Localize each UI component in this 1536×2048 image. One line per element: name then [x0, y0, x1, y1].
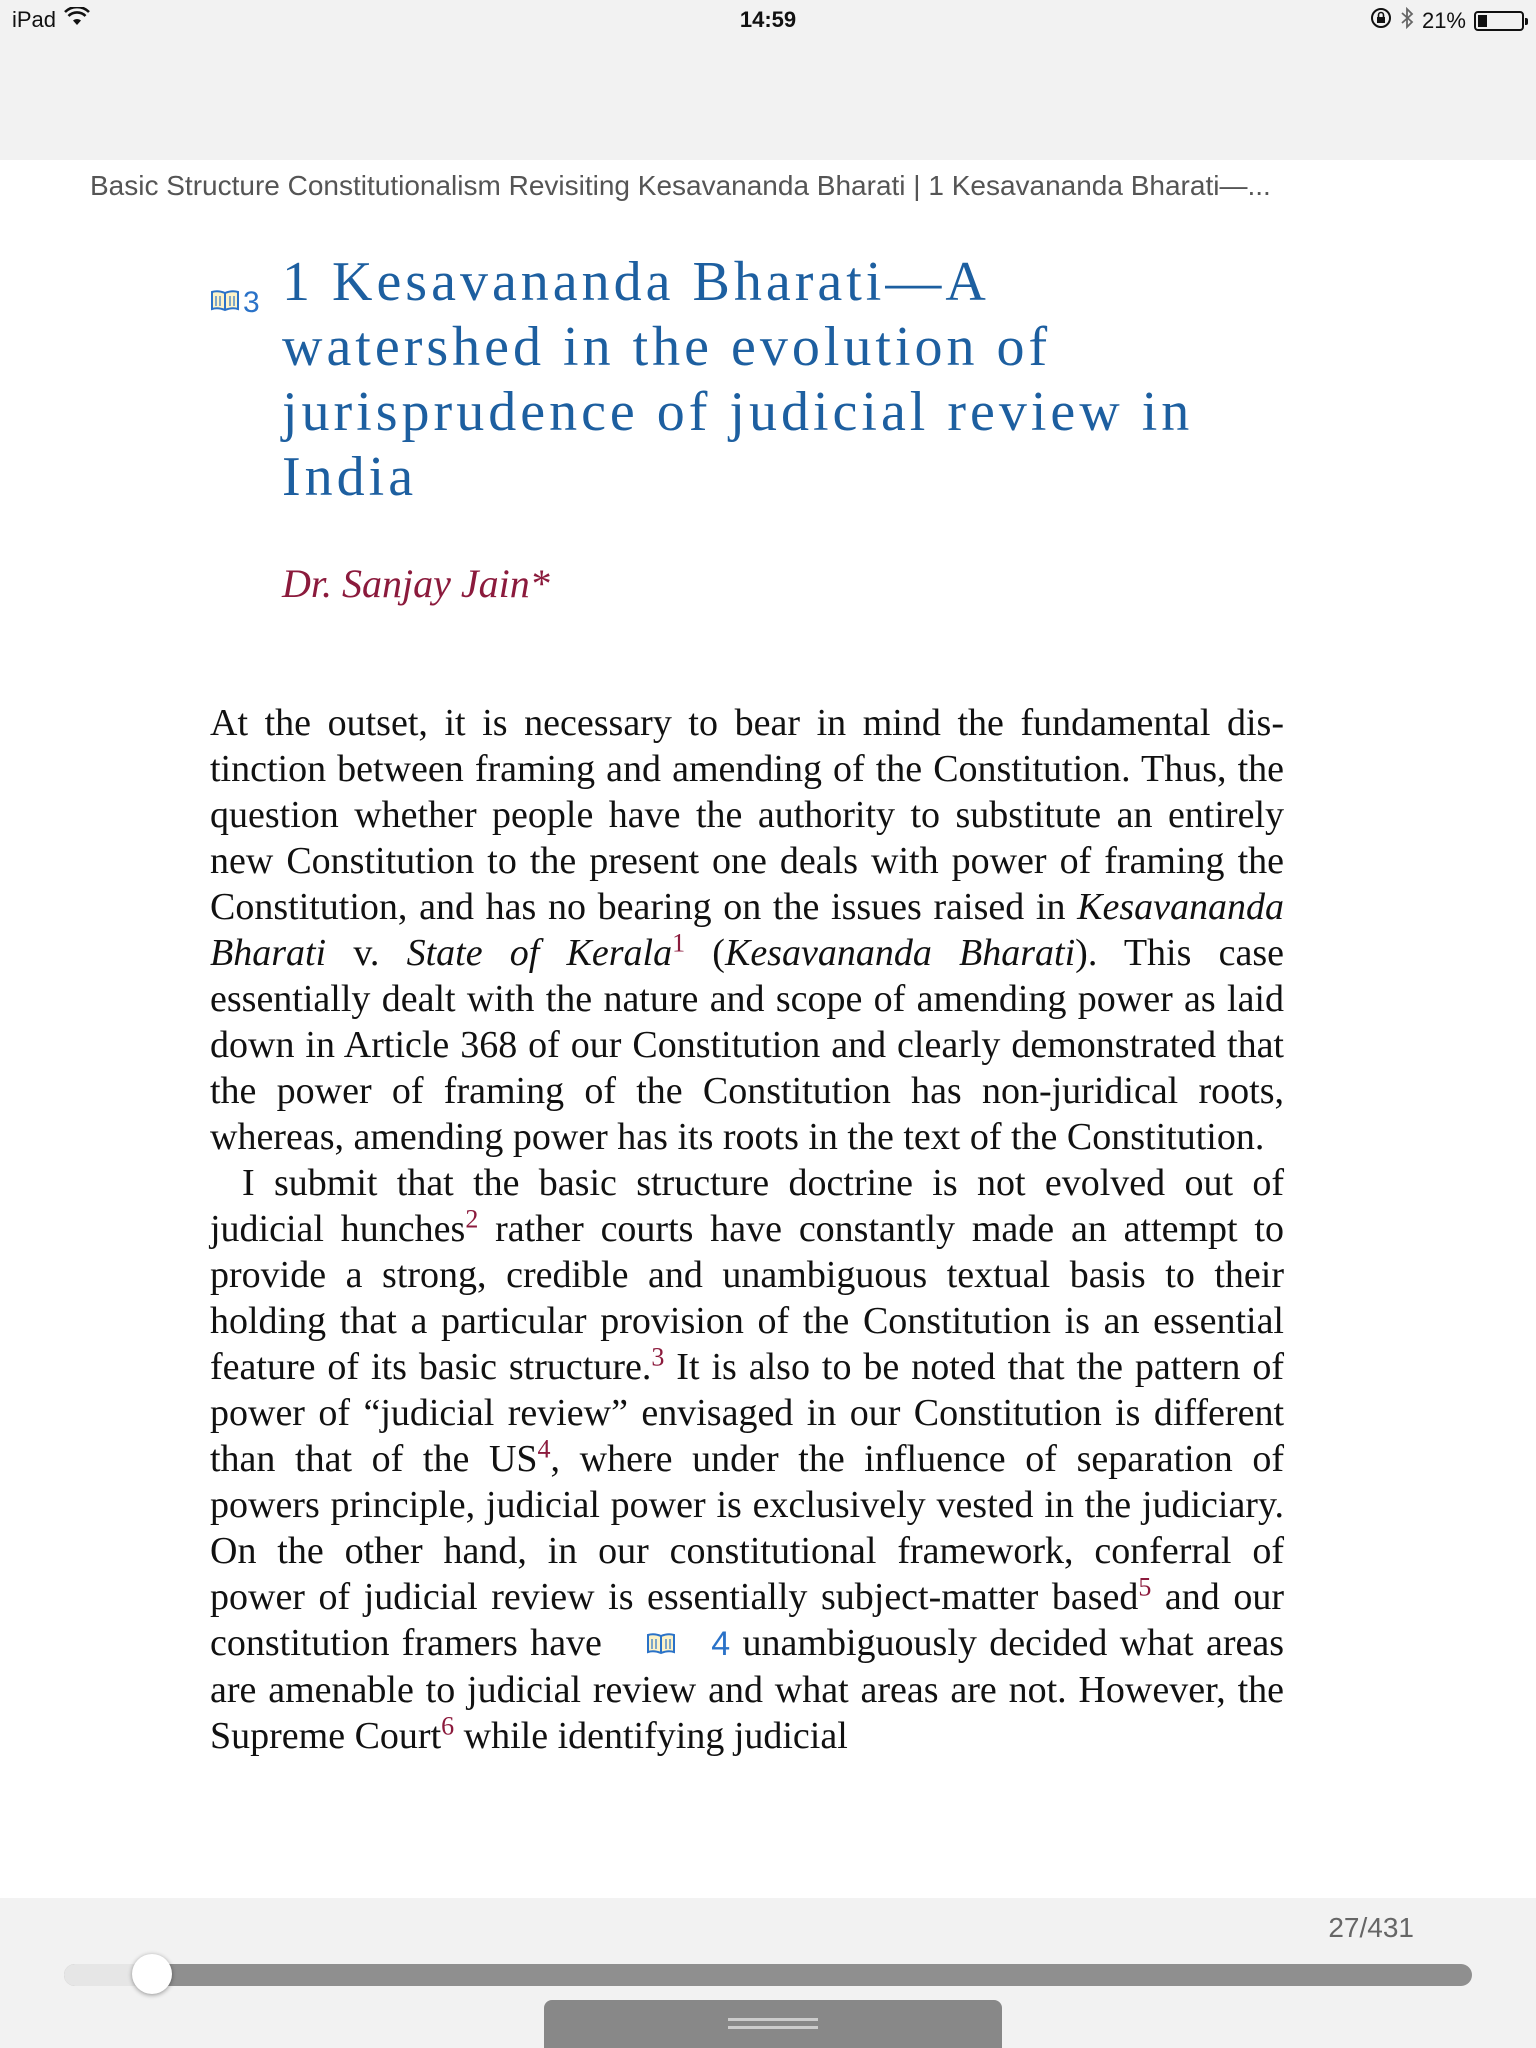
footnote-ref-2[interactable]: 2 [465, 1204, 479, 1234]
page-slider-thumb[interactable] [132, 1954, 172, 1994]
device-name: iPad [12, 7, 57, 32]
grip-line [728, 2018, 818, 2021]
print-page-marker[interactable] [210, 270, 260, 335]
case-name: State of Kerala [406, 932, 673, 974]
text-run: ( [685, 932, 725, 974]
chapter-title: 1 Kesavananda Bharati—A watershed in the evolution of jurisprudence of judicial review in India [282, 251, 1194, 508]
author-name: Dr. Sanjay Jain* [282, 561, 550, 606]
text-run: while identifying judicial [454, 1715, 848, 1757]
battery-percent: 21% [1421, 8, 1466, 33]
page-counter: 27/431 [1328, 1912, 1414, 1943]
footnote-ref-5[interactable]: 5 [1138, 1572, 1152, 1602]
reader-toolbar [0, 42, 1536, 160]
page-marker-number: 4 [711, 1625, 731, 1663]
text-run: unambiguously decided what areas are amenable to judicial review and what areas are not. However, the Supreme Court [210, 1622, 1285, 1757]
print-page-marker[interactable] [614, 1621, 730, 1667]
battery-level [1478, 15, 1487, 27]
paragraph [210, 1160, 1284, 1759]
status-right [1370, 7, 1524, 35]
chapter-heading [210, 250, 1260, 510]
page-slider-track[interactable] [64, 1964, 1472, 1986]
status-bar [0, 0, 1536, 42]
footnote-ref-1[interactable]: 1 [672, 928, 686, 958]
footnote-ref-4[interactable]: 4 [537, 1434, 551, 1464]
clock: 14:59 [739, 7, 797, 32]
battery-icon [1474, 11, 1524, 31]
book-icon [614, 1621, 679, 1667]
book-icon [210, 270, 243, 335]
text-run: rather courts have constantly made an attempt to provide a strong, credible and unambiguous textual basis to their holding that a particular provision of the Constitution is an essential feature of its basic structure. [210, 1208, 1284, 1388]
text-run: ). This case essentially dealt with the nature and scope of amending power as laid down in Article 368 of our Constitution and clearly demonstrated that the power of framing of the Constitution has non-juridical roots, whereas, amending power has its roots in the text of the Constitution. [210, 932, 1284, 1158]
orientation-lock-icon [1370, 7, 1392, 35]
page-marker-number: 3 [243, 286, 260, 319]
footnote-ref-6[interactable]: 6 [441, 1711, 455, 1741]
text-run: v. [326, 932, 407, 974]
text-run: I submit that the basic structure doctrine is not evolved out of judicial hunches [210, 1162, 1284, 1250]
grip-line [728, 2026, 818, 2029]
text-run: and our constitution framers have [210, 1576, 1284, 1664]
paragraph [210, 700, 1284, 1160]
footnote-ref-3[interactable]: 3 [651, 1342, 665, 1372]
bluetooth-icon [1400, 7, 1414, 35]
text-run: It is also to be noted that the pattern of power of “judicial review” envisaged in our Constitution is different than that of the US [210, 1346, 1284, 1480]
case-name: Kesavananda Bharati [724, 932, 1076, 974]
text-run: , where under the influence of separation of powers principle, judicial power is exclusively vested in the judiciary. On the other hand, in our constitutional framework, conferral of power of judicial review is essentially subject-matter based [210, 1438, 1284, 1618]
body-text [210, 700, 1284, 1759]
text-run: At the outset, it is necessary to bear in mind the fundamental distinction between framing and amending of the Constitution. Thus, the question whether people have the authority to substitute an entirely new Constitution to the present one deals with power of framing the Constitution, and has no bearing on the issues raised in [210, 702, 1284, 928]
drawer-handle[interactable] [544, 2000, 1002, 2048]
breadcrumb: Basic Structure Constitutionalism Revisiting Kesavananda Bharati | 1 Kesavananda Bharati—... [90, 170, 1271, 201]
case-name: Kesavananda Bharati [210, 886, 1284, 974]
